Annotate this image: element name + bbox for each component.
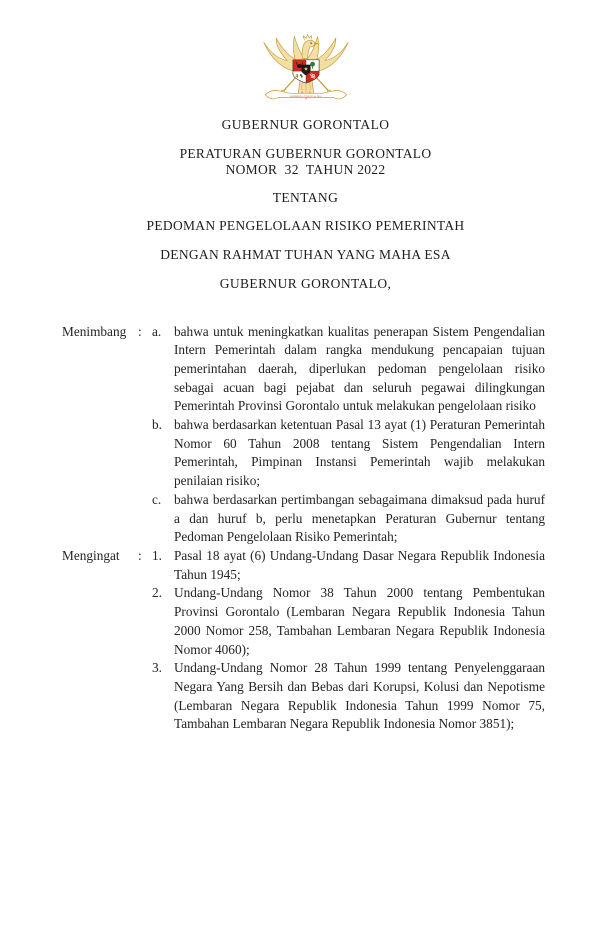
considering-item-b bbox=[152, 416, 545, 491]
item-marker: b. bbox=[152, 417, 162, 433]
document-body bbox=[0, 323, 611, 734]
item-marker: 1. bbox=[152, 548, 162, 563]
considering-item-c bbox=[152, 491, 545, 547]
emblem-motto-text: BHINNEKA TUNGGAL IKA bbox=[289, 95, 322, 98]
item-text: Undang-Undang Nomor 28 Tahun 1999 tentang Penyelenggaraan Negara Yang Bersih dan Bebas dari Korupsi, Kolusi dan Nepotisme (Lembaran Negara Republik Indonesia Tahun 1999 Nomor 75, Tambahan Lembaran Negara Republik Indonesia Nomor 3851); bbox=[174, 660, 545, 732]
considering-section bbox=[62, 323, 545, 547]
recalling-colon: : bbox=[138, 548, 142, 563]
recalling-label: Mengingat bbox=[62, 548, 120, 563]
document-header bbox=[0, 33, 611, 292]
invocation-line: DENGAN RAHMAT TUHAN YANG MAHA ESA bbox=[160, 246, 451, 262]
regulation-number: NOMOR 32 TAHUN 2022 bbox=[225, 161, 386, 177]
recalling-item-2 bbox=[152, 584, 545, 659]
item-marker: a. bbox=[152, 323, 162, 339]
recalling-item-3 bbox=[152, 659, 545, 734]
regulation-title: PERATURAN GUBERNUR GORONTALO bbox=[179, 146, 432, 161]
item-text: bahwa untuk meningkatkan kualitas penerapan Sistem Pengendalian Intern Pemerintah dalam rangka mendukung pencapaian tujuan pemerintahan daerah, diperlukan pedoman pengelolaan risiko sebagai acuan bagi pejabat dan seluruh pegawai dilingkungan Pemerintah Provinsi Gorontalo untuk melakukan pengelolaan risiko bbox=[174, 323, 545, 414]
recalling-items bbox=[152, 547, 545, 734]
item-marker: c. bbox=[152, 491, 162, 507]
item-text: bahwa berdasarkan pertimbangan sebagaimana dimaksud pada huruf a dan huruf b, perlu menetapkan Peraturan Gubernur tentang Pedoman Pengelolaan Risiko Pemerintah; bbox=[174, 491, 545, 545]
item-marker: 3. bbox=[152, 660, 162, 676]
considering-label: Menimbang bbox=[62, 323, 127, 339]
item-text: bahwa berdasarkan ketentuan Pasal 13 ayat (1) Peraturan Pemerintah Nomor 60 Tahun 2008 tentang Sistem Pengendalian Intern Pemerintah, Pimpinan Instansi Pemerintah wajib melakukan penilaian risiko; bbox=[174, 417, 545, 489]
about-label: TENTANG bbox=[272, 189, 339, 205]
regulation-title-block bbox=[0, 146, 611, 178]
recalling-section bbox=[62, 547, 545, 734]
enacting-authority: GUBERNUR GORONTALO, bbox=[219, 275, 392, 291]
item-text: Pasal 18 ayat (6) Undang-Undang Dasar Negara Republik Indonesia Tahun 1945; bbox=[174, 548, 545, 582]
considering-item-a bbox=[152, 323, 545, 417]
considering-colon: : bbox=[138, 323, 142, 339]
item-text: Undang-Undang Nomor 38 Tahun 2000 tentang Pembentukan Provinsi Gorontalo (Lembaran Negara Republik Indonesia Tahun 2000 Nomor 258, Tambahan Lembaran Negara Republik Indonesia Nomor 4060); bbox=[174, 585, 545, 657]
garuda-pancasila-icon bbox=[258, 33, 354, 107]
considering-items bbox=[152, 323, 545, 547]
garuda-pancasila-emblem bbox=[258, 33, 354, 107]
item-marker: 2. bbox=[152, 585, 162, 601]
recalling-item-1 bbox=[152, 547, 545, 584]
authority-title: GUBERNUR GORONTALO bbox=[221, 117, 390, 132]
regulation-subject: PEDOMAN PENGELOLAAN RISIKO PEMERINTAH bbox=[146, 217, 465, 233]
